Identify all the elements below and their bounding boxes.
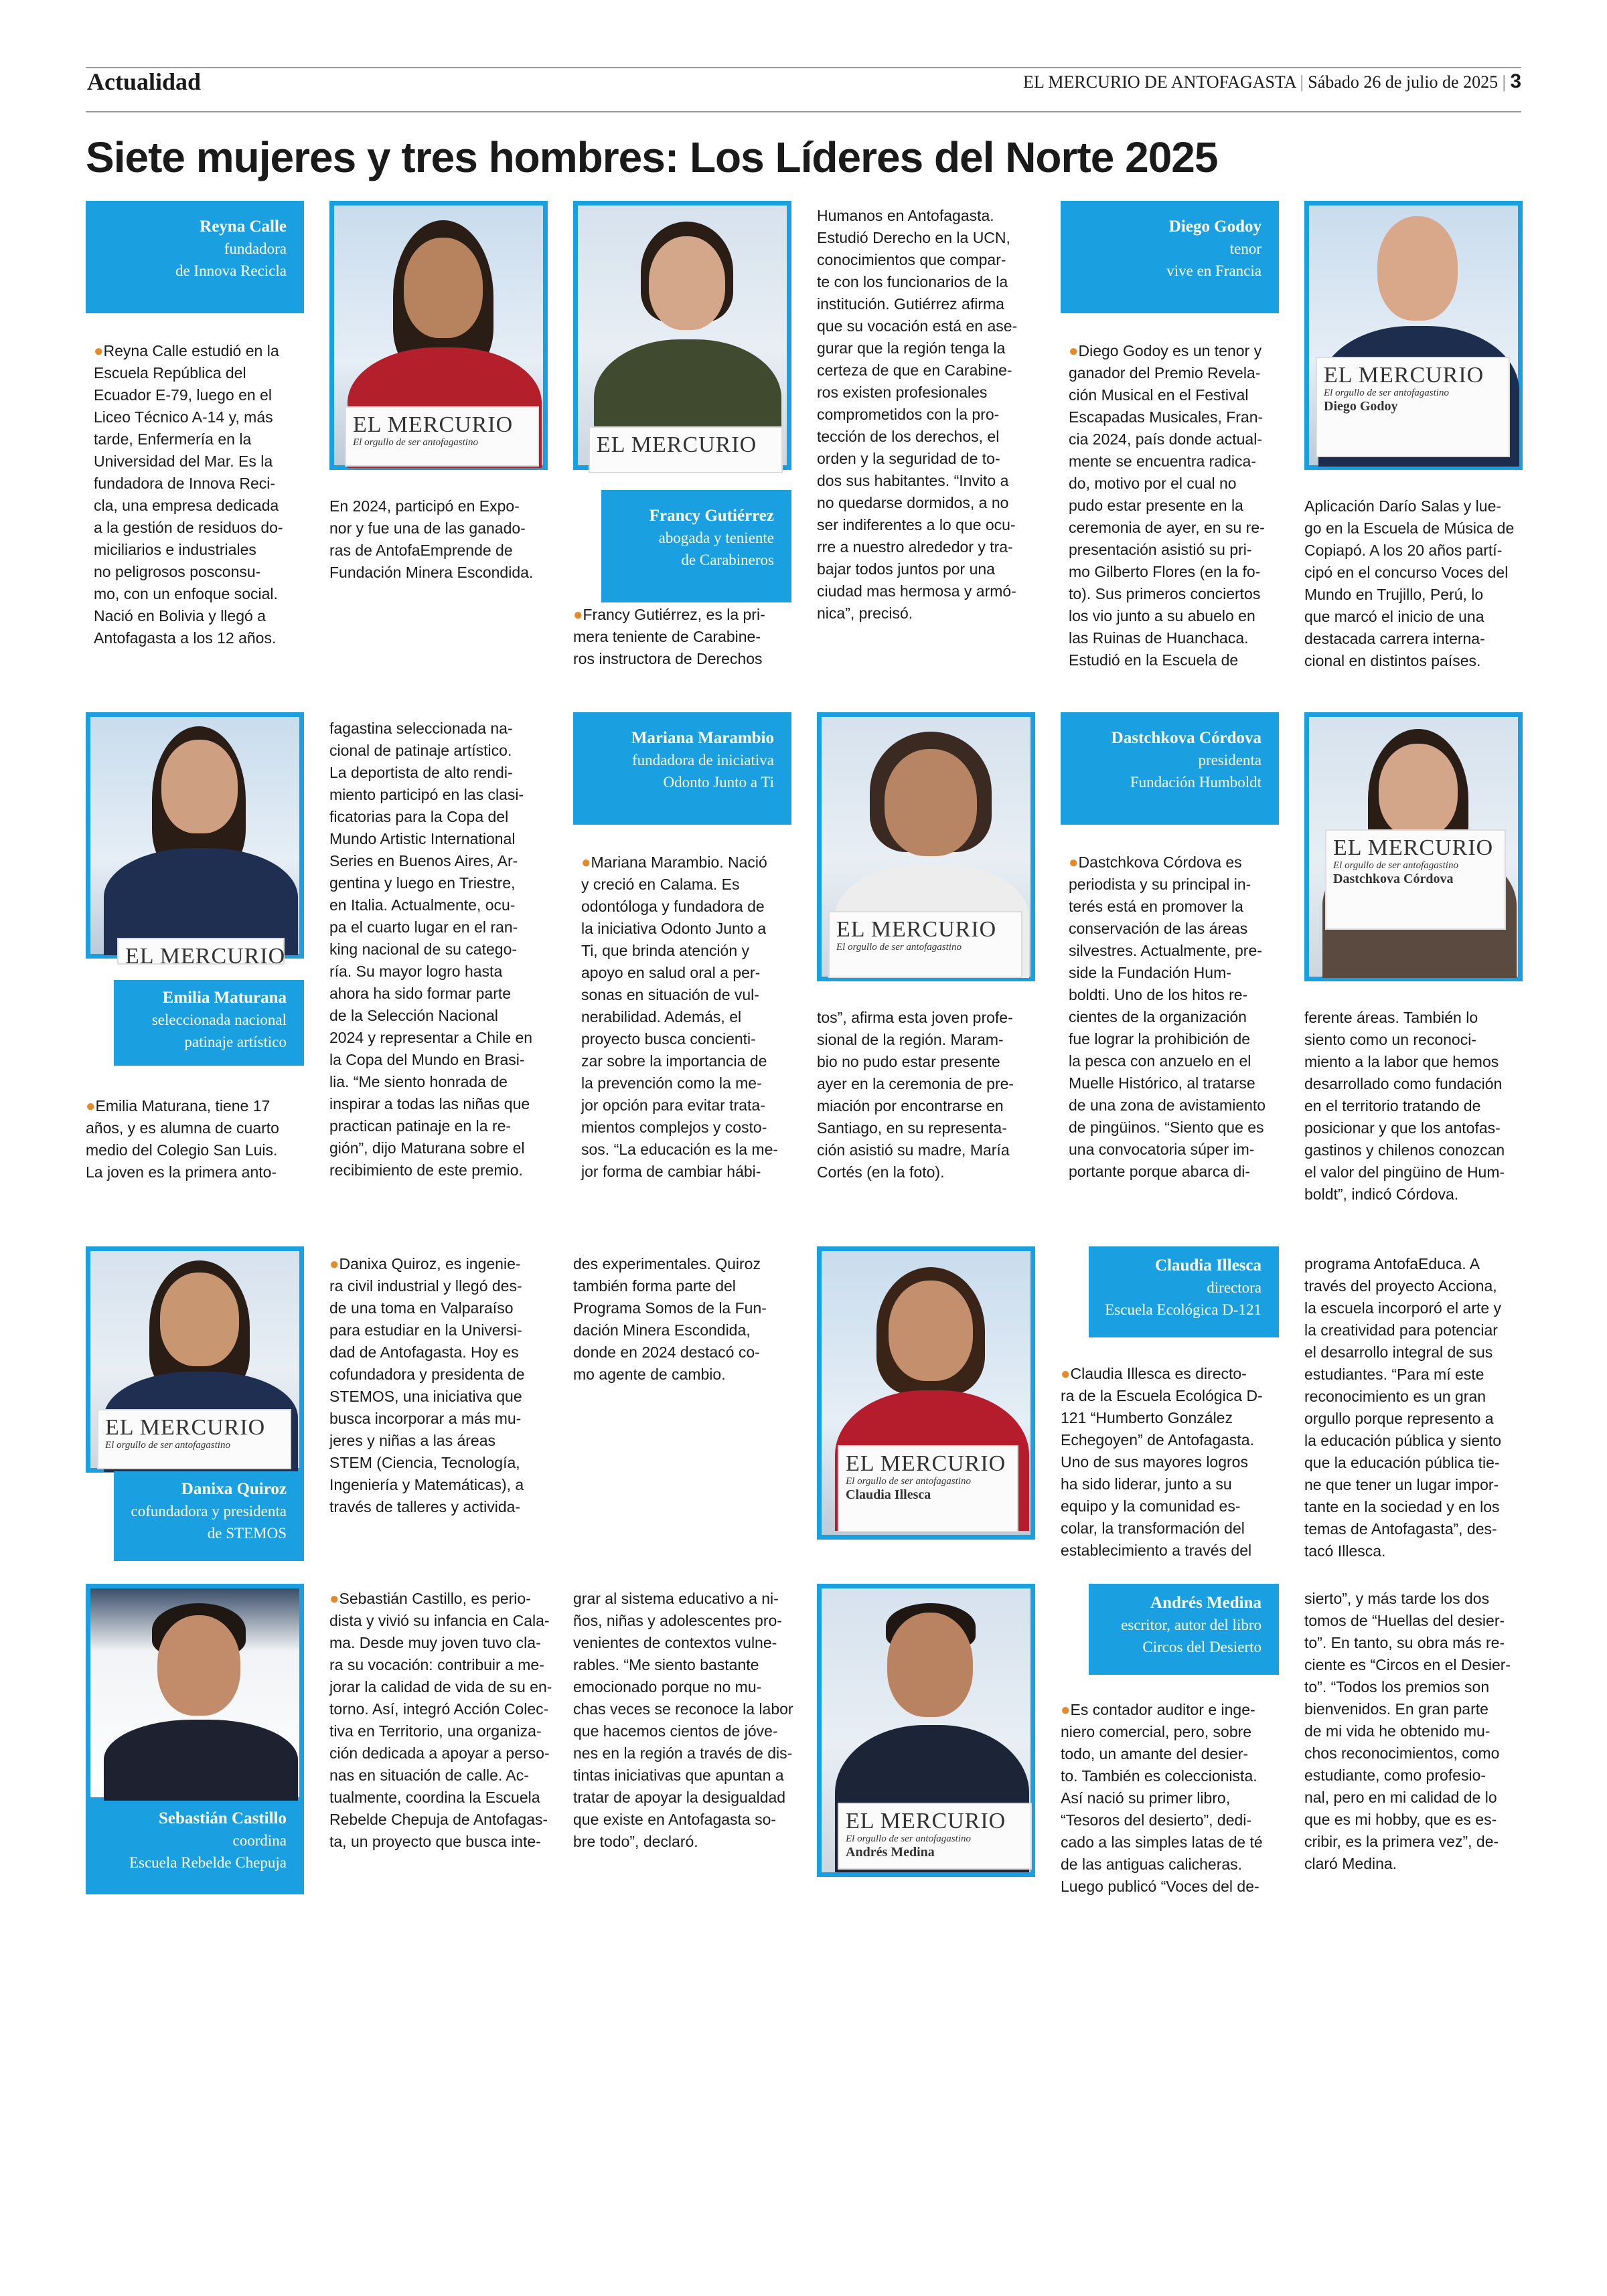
name-tag-andres bbox=[1089, 1584, 1279, 1675]
name-tag-diego bbox=[1061, 201, 1279, 313]
text-claudia-1: Claudia Illesca es directo- ra de la Escuela Ecológica D- 121 “Humberto González Echegoyen” de Antofagasta. Uno de sus mayores logros ha sido liderar, junto a su equipo y la comunidad es- colar, la transformación del establecimiento a través del bbox=[1061, 1365, 1263, 1559]
text-andres-1: Es contador auditor e inge- niero comercial, pero, sobre todo, un amante del desier- to. También es coleccionista. Así nació su primer libro, “Tesoros del desierto”, dedi- cado a las simples latas de té de las antiguas calicheras. Luego publicó “Voces del de- bbox=[1061, 1701, 1263, 1895]
name-tag-claudia bbox=[1089, 1246, 1279, 1337]
text-dastchkova-1: Dastchkova Córdova es periodista y su principal in- terés está en promover la conservación de las áreas silvestres. Actualmente, pre- side la Fundación Hum- boldti. Uno de los hitos re- cientes de la organización fue lograr la prohibición de la pesca con anzuelo en el Muelle Histórico, al tratarse de una zona de avistamiento de pingüinos. “Siento que es una convocatoria súper im- portante porque abarca di- bbox=[1069, 853, 1266, 1180]
role-mariana-2: Odonto Junto a Ti bbox=[663, 774, 774, 791]
role-claudia-1: directora bbox=[1207, 1279, 1261, 1296]
bullet-icon: ● bbox=[329, 1255, 339, 1273]
article-claudia-col1 bbox=[1061, 1363, 1284, 1570]
article-mariana-col2: tos”, afirma esta joven profe- sional de la región. Maram- bio no pudo estar presente ayer en la ceremonia de pre- miación por encontrarse en Santiago, en su representa- ción asistió su madre, María Cortés (en la foto). bbox=[817, 1009, 1014, 1181]
text-mariana-1: Mariana Marambio. Nació y creció en Calama. Es odontóloga y fundadora de la iniciativa Odonto Junto a Ti, que brinda atención y apoyo en salud oral a per- sonas en situación de vul- nerabilidad. Además, el proyecto busca concienti- zar sobre la importancia de la prevención como la me- jor opción para evitar trata- mientos complejos y costo- sos. “La educación es la me- jor forma de cambiar hábi- bbox=[581, 853, 779, 1180]
role-dastchkova-2: Fundación Humboldt bbox=[1130, 774, 1261, 791]
name-claudia: Claudia Illesca bbox=[1154, 1256, 1261, 1275]
article-andres-col1 bbox=[1061, 1699, 1284, 1906]
bullet-icon: ● bbox=[1069, 853, 1079, 872]
bullet-icon: ● bbox=[1061, 1365, 1071, 1383]
article-dastchkova-col1 bbox=[1069, 851, 1283, 1186]
page-number: 3 bbox=[1510, 70, 1521, 92]
role-andres-2: Circos del Desierto bbox=[1142, 1639, 1261, 1655]
bullet-icon: ● bbox=[581, 853, 591, 872]
bullet-icon: ● bbox=[94, 342, 104, 360]
sign-mariana: EL MERCURIO El orgullo de ser antofagastino bbox=[828, 911, 1022, 978]
article-francy-col2: Humanos en Antofagasta. Estudió Derecho en la UCN, conocimientos que compar- te con los funcionarios de la institución. Gutiérrez afirma que su vocación está en ase- gurar que la región tenga la certeza de que en Carabine- ros existen profesionales comprometidos con la pro- tección de los derechos, el orden y la seguridad de to- dos sus habitantes. “Invito a no quedarse dormidos, a no ser indiferentes a lo que ocu- rre a nuestro alrededor y tra- bajar todos juntos por una ciudad mas hermosa y armó- nica”, precisó. bbox=[817, 207, 1018, 622]
header-rule-top bbox=[86, 67, 1521, 68]
sign-francy: EL MERCURIO bbox=[589, 426, 783, 473]
photo-dastchkova bbox=[1304, 712, 1523, 981]
article-emilia-col2: fagastina seleccionada na- cional de patinaje artístico. La deportista de alto rendi- miento participó en las clasi- ficatorias para la Copa del Mundo Artistic International Series en Buenos Aires, Ar- gentina y luego en Triestre, en Italia. Actualmente, ocu- pa el cuarto lugar en el ran- king nacional de su catego- ría. Su mayor logro hasta ahora ha sido formar parte de la Selección Nacional 2024 y representar a Chile en la Copa del Mundo en Brasi- lia. “Me siento honrada de inspirar a todas las niñas que practican patinaje en la re- gión”, dijo Maturana sobre el recibimiento de este premio. bbox=[329, 720, 533, 1179]
name-mariana: Mariana Marambio bbox=[631, 729, 774, 747]
photo-diego bbox=[1304, 201, 1523, 470]
photo-emilia bbox=[86, 712, 304, 969]
role-sebastian-2: Escuela Rebelde Chepuja bbox=[129, 1854, 287, 1871]
name-tag-dastchkova bbox=[1061, 712, 1279, 825]
sign-dastchkova: EL MERCURIO El orgullo de ser antofagastino Dastchkova Córdova bbox=[1325, 829, 1506, 930]
bullet-icon: ● bbox=[573, 606, 583, 624]
name-diego: Diego Godoy bbox=[1168, 218, 1261, 236]
bullet-icon: ● bbox=[1069, 342, 1079, 360]
role-reyna-2: de Innova Recicla bbox=[175, 262, 287, 279]
role-emilia-1: seleccionada nacional bbox=[151, 1011, 287, 1028]
role-francy-2: de Carabineros bbox=[681, 552, 774, 568]
article-danixa-col2: des experimentales. Quiroz también forma parte del Programa Somos de la Fun- dación Minera Escondida, donde en 2024 destacó co- mo agente de cambio. bbox=[573, 1255, 767, 1383]
photo-andres bbox=[817, 1584, 1035, 1877]
photo-mariana bbox=[817, 712, 1035, 981]
article-reyna-col1 bbox=[94, 340, 308, 655]
header-rule-bottom bbox=[86, 111, 1521, 112]
name-danixa: Danixa Quiroz bbox=[181, 1480, 287, 1498]
text-diego-1: Diego Godoy es un tenor y ganador del Premio Revela- ción Musical en el Festival Escapadas Musicales, Fran- cia 2024, país donde actual- mente se encuentra radica- do, motivo por el cual no pudo estar presente en la ceremonia de ayer, en su re- presentación asistió su pri- mo Gilberto Flores (en la fo- to). Sus primeros conciertos los vio junto a su abuelo en las Ruinas de Huanchaca. Estudió en la Escuela de bbox=[1069, 342, 1265, 669]
bullet-icon: ● bbox=[329, 1590, 339, 1608]
photo-reyna bbox=[329, 201, 548, 470]
role-andres-1: escritor, autor del libro bbox=[1121, 1617, 1261, 1633]
name-tag-mariana bbox=[573, 712, 791, 825]
role-diego-1: tenor bbox=[1229, 240, 1261, 257]
page-folio: EL MERCURIO DE ANTOFAGASTA | Sábado 26 de julio de 2025 | 3 bbox=[1023, 70, 1521, 92]
name-sebastian: Sebastián Castillo bbox=[158, 1809, 287, 1827]
article-diego-col1 bbox=[1069, 340, 1283, 675]
name-tag-sebastian bbox=[86, 1801, 304, 1894]
bullet-icon: ● bbox=[1061, 1701, 1071, 1719]
bullet-icon: ● bbox=[86, 1097, 96, 1115]
article-claudia-col2: programa AntofaEduca. A través del proyecto Acciona, la escuela incorporó el arte y la creatividad para potenciar el desarrollo integral de sus estudiantes. “Para mí este reconocimiento es un gran orgullo porque represento a la educación pública y siento que la educación pública tie- ne que tener un lugar impor- tante en la sociedad y en los temas de Antofagasta”, des- tacó Illesca. bbox=[1304, 1255, 1502, 1560]
photo-claudia bbox=[817, 1246, 1035, 1540]
page-headline: Siete mujeres y tres hombres: Los Líderes del Norte 2025 bbox=[86, 133, 1218, 181]
name-dastchkova: Dastchkova Córdova bbox=[1111, 729, 1261, 747]
article-danixa-col1 bbox=[329, 1253, 556, 1515]
article-emilia-col1 bbox=[86, 1095, 313, 1189]
sign-emilia: EL MERCURIO bbox=[117, 938, 285, 965]
photo-sebastian bbox=[86, 1584, 304, 1802]
role-emilia-2: patinaje artístico bbox=[184, 1034, 287, 1050]
name-andres: Andrés Medina bbox=[1150, 1594, 1261, 1612]
article-francy-col1 bbox=[573, 604, 794, 675]
article-sebastian-col1 bbox=[329, 1588, 556, 1849]
sign-andres: EL MERCURIO El orgullo de ser antofagastino Andrés Medina bbox=[838, 1803, 1032, 1870]
article-mariana-col1 bbox=[581, 851, 795, 1186]
name-tag-francy bbox=[601, 490, 791, 602]
issue-date: Sábado 26 de julio de 2025 bbox=[1308, 72, 1499, 92]
text-reyna-1: Reyna Calle estudió en la Escuela República del Ecuador E-79, luego en el Liceo Técnico A-14 y, más tarde, Enfermería en la Universidad del Mar. Es la fundadora de Innova Reci- cla, una empresa dedicada a la gestión de residuos do- miciliarios e industriales no peligrosos posconsu- mo, con un enfoque social. Nació en Bolivia y llegó a Antofagasta a los 12 años. bbox=[94, 342, 283, 647]
article-andres-col2: sierto”, y más tarde los dos tomos de “Huellas del desier- to”. En tanto, su obra más re- ciente es “Circos en el Desier- to”. “Todos los premios son bienvenidos. En gran parte de mi vida he obtenido mu- chos reconocimientos, como estudiante, como profesio- nal, pero en mi calidad de lo que es mi hobby, que es es- cribir, es la primera vez”, de- claró Medina. bbox=[1304, 1590, 1511, 1872]
role-claudia-2: Escuela Ecológica D-121 bbox=[1105, 1301, 1261, 1318]
sign-danixa: EL MERCURIO El orgullo de ser antofagastino bbox=[97, 1409, 291, 1469]
sign-claudia: EL MERCURIO El orgullo de ser antofagastino Claudia Illesca bbox=[838, 1445, 1018, 1532]
name-reyna: Reyna Calle bbox=[200, 218, 287, 236]
name-emilia: Emilia Maturana bbox=[162, 989, 287, 1007]
role-danixa-1: cofundadora y presidenta bbox=[131, 1503, 287, 1520]
name-francy: Francy Gutiérrez bbox=[649, 507, 774, 525]
role-dastchkova-1: presidenta bbox=[1198, 752, 1261, 768]
role-sebastian-1: coordina bbox=[232, 1832, 287, 1849]
photo-danixa bbox=[86, 1246, 304, 1473]
text-emilia-1: Emilia Maturana, tiene 17 años, y es alumna de cuarto medio del Colegio San Luis. La joven es la primera anto- bbox=[86, 1097, 279, 1181]
role-francy-1: abogada y teniente bbox=[658, 529, 774, 546]
article-reyna-col2: En 2024, participó en Expo- nor y fue una de las ganado- ras de AntofaEmprende de Fundación Minera Escondida. bbox=[329, 497, 534, 581]
article-sebastian-col2: grar al sistema educativo a ni- ños, niñas y adolescentes pro- venientes de contextos vulne- rables. “Me siento bastante emocionado porque no mu- chas veces se reconoce la labor que hacemos cientos de jóve- nes en la región a través de dis- tintas iniciativas que apuntan a tratar de apoyar la desigualdad que existe en Antofagasta so- bre todo”, declaró. bbox=[573, 1590, 793, 1850]
name-tag-danixa bbox=[114, 1471, 304, 1561]
article-diego-col2: Aplicación Darío Salas y lue- go en la Escuela de Música de Copiapó. A los 20 años partí- cipó en el concurso Voces del Mundo en Trujillo, Perú, lo que marcó el inicio de una destacada carrera interna- cional en distintos países. bbox=[1304, 497, 1515, 669]
text-sebastian-1: Sebastián Castillo, es perio- dista y vivió su infancia en Cala- ma. Desde muy joven tuvo cla- ra su vocación: contribuir a me- jorar la calidad de vida de su en- torno. Así, integró Acción Colec- tiva en Territorio, una organiza- ción dedicada a apoyar a perso- nas en situación de calle. Ac- tualmente, coordina la Escuela Rebelde Chepuja de Antofagas- ta, un proyecto que busca inte- bbox=[329, 1590, 552, 1850]
sign-reyna: EL MERCURIO El orgullo de ser antofagastino bbox=[345, 406, 539, 467]
paper-name: EL MERCURIO DE ANTOFAGASTA bbox=[1023, 72, 1296, 92]
role-mariana-1: fundadora de iniciativa bbox=[631, 752, 774, 768]
sign-diego: EL MERCURIO El orgullo de ser antofagastino Diego Godoy bbox=[1316, 357, 1510, 457]
role-danixa-2: de STEMOS bbox=[207, 1525, 287, 1542]
section-label: Actualidad bbox=[87, 68, 202, 95]
role-reyna-1: fundadora bbox=[224, 240, 287, 257]
role-diego-2: vive en Francia bbox=[1166, 262, 1261, 279]
text-danixa-1: Danixa Quiroz, es ingenie- ra civil industrial y llegó des- de una toma en Valparaíso para estudiar en la Universi- dad de Antofagasta. Hoy es cofundadora y presidenta de STEMOS, una iniciativa que busca incorporar a más mu- jeres y niñas a las áreas STEM (Ciencia, Tecnología, Ingeniería y Matemáticas), a través de talleres y activida- bbox=[329, 1255, 525, 1515]
name-tag-emilia bbox=[114, 980, 304, 1066]
name-tag-reyna bbox=[86, 201, 304, 313]
photo-francy bbox=[573, 201, 791, 470]
text-francy-1: Francy Gutiérrez, es la pri- mera teniente de Carabine- ros instructora de Derechos bbox=[573, 606, 765, 667]
article-dastchkova-col2: ferente áreas. También lo siento como un reconoci- miento a la labor que hemos desarrollado como fundación en el territorio tratando de posicionar y que los antofas- gastinos y chilenos conozcan el valor del pingüino de Hum- boldt”, indicó Córdova. bbox=[1304, 1009, 1505, 1203]
